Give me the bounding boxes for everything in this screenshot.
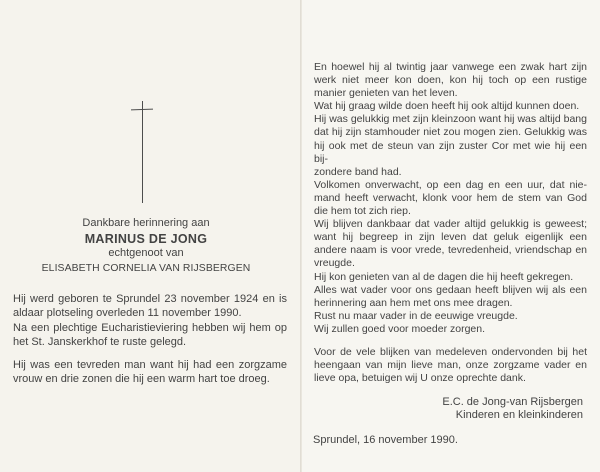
text-line: Hij was een tevreden man want hij had een zorgzame [13, 359, 287, 371]
tribute-paragraph [13, 358, 287, 387]
text-line: Volkomen onverwacht, op een dag en een uur, dat nie- [314, 178, 587, 191]
relation-text: echtgenoot van [108, 247, 184, 259]
memorial-text-paragraphs [314, 61, 587, 336]
text-line: Hij was gelukkig met zijn kleinzoon want hij was altijd bang [314, 113, 587, 126]
text-line: lieve opa, betuigen wij U onze oprechte dank. [314, 372, 526, 385]
text-line: Kinderen en kleinkinderen [455, 409, 583, 422]
text-line: Alles wat vader voor ons gedaan heeft blijven wij als een [314, 283, 587, 296]
text-line: Voor de vele blijken van medeleven ondervonden bij het [314, 346, 587, 358]
dedication-text: Dankbare herinnering aan [82, 217, 210, 229]
cross-bar [131, 108, 153, 110]
text-line: E.C. de Jong-van Rijsbergen [442, 396, 583, 408]
text-line: heengaan van mijn lieve man, onze zorgzame vader en [314, 359, 587, 372]
text-line: vrouw en drie zonen die hij een warm hart toe droeg. [13, 373, 270, 386]
text-line: Wij zullen goed voor moeder zorgen. [314, 322, 486, 335]
text-line: vreugde. [314, 257, 355, 270]
text-line: Hij kon genieten van al de dagen die hij heeft gekregen. [314, 270, 574, 283]
text-line: manier genieten van het leven. [314, 87, 458, 100]
deceased-name: MARINUS DE JONG [84, 231, 208, 246]
biography-paragraphs [13, 292, 287, 349]
text-line: Wat hij graag wilde doen heeft hij ook altijd kunnen doen. [314, 100, 580, 113]
text-line: Na een plechtige Eucharistieviering hebben wij hem op [13, 321, 287, 334]
text-line: het St. Janskerkhof te ruste gelegd. [13, 335, 187, 348]
cross-stem [142, 101, 143, 203]
spouse-name: ELISABETH CORNELIA VAN RIJSBERGEN [41, 263, 251, 274]
text-line: En hoewel hij al twintig jaar vanwege een zwak hart zijn [314, 61, 587, 73]
right-panel [302, 0, 600, 472]
text-line: dat hij zijn stamhouder niet zou mogen zien. Gelukkig was [314, 126, 587, 139]
text-line: mand heeft verwacht, klonk voor hem de stem van God [314, 191, 587, 204]
text-line: Rust nu maar vader in de eeuwige vreugde. [314, 309, 518, 322]
text-line: Wij blijven dankbaar dat vader altijd gelukkig is geweest; [314, 218, 587, 231]
signature-block [323, 396, 583, 423]
text-line: aldaar plotseling overleden 11 november 1990. [13, 307, 242, 320]
text-line: die hem tot zich riep. [314, 205, 411, 218]
dateline-text: Sprundel, 16 november 1990. [313, 434, 458, 446]
text-line: zondere band had. [314, 165, 402, 178]
text-line: werk niet meer kon doen, kon hij toch op een rustige [314, 74, 587, 87]
text-line: Hij werd geboren te Sprundel 23 november 1924 en is [13, 293, 287, 305]
text-line: herinnering aan hem met ons mee dragen. [314, 296, 513, 309]
text-line: hij ook met de steun van zijn zuster Cor met wie hij een bij- [314, 139, 587, 165]
text-line: andere naam is voor vrede, tevredenheid, vriendschap en [314, 244, 587, 257]
acknowledgement-paragraph [314, 346, 587, 386]
text-line: want hij begreep in zijn leven dat geluk eigenlijk een [314, 231, 587, 244]
